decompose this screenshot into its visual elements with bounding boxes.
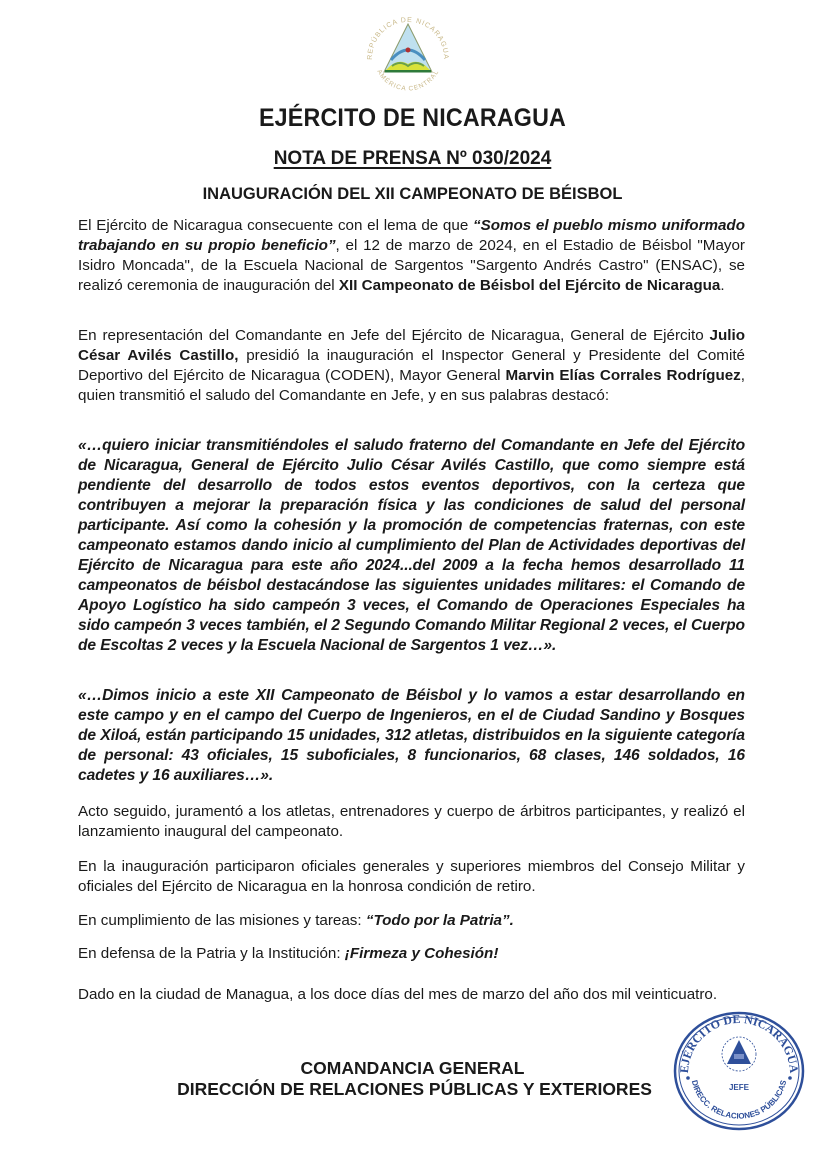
headline: INAUGURACIÓN DEL XII CAMPEONATO DE BÉISBOL (202, 185, 623, 203)
paragraph-representation (78, 326, 745, 406)
text: presidió la inauguración el Inspector General y Presidente del Comité Deportivo del Ejército de Nicaragua (CODEN), Mayor General (78, 347, 745, 384)
text: , el 12 de marzo de 2024, en el Estadio de Béisbol "Mayor Isidro Moncada", de la Escuela Nacional de Sargentos "Sargento Andrés Castro" (ENSAC), se realizó ceremonia de inauguración del (78, 237, 745, 294)
paragraph-intro (78, 216, 745, 296)
paragraph-date-text: Dado en la ciudad de Managua, a los doce días del mes de marzo del año dos mil veinticuatro. (78, 986, 718, 1003)
stamp-top-text: EJÉRCITO DE NICARAGUA (676, 1011, 802, 1074)
slogan-firmeza: ¡Firmeza y Cohesión! (344, 945, 499, 962)
coat-of-arms-emblem (358, 10, 458, 98)
slogan-patria: “Todo por la Patria”. (365, 912, 514, 929)
official-stamp (670, 1010, 808, 1132)
text: En representación del Comandante en Jefe del Ejército de Nicaragua, General de Ejército (78, 327, 710, 344)
text: El Ejército de Nicaragua consecuente con el lema de que (78, 217, 473, 234)
paragraph-participants (78, 857, 745, 897)
text: En cumplimiento de las misiones y tareas: (78, 912, 366, 929)
text: En defensa de la Patria y la Institución: (78, 945, 345, 962)
quote-second-text: «…Dimos inicio a este XII Campeonato de Béisbol y lo vamos a estar desarrollando en este campo y en el campo del Cuerpo de Ingenieros, en el de Ciudad Sandino y Bosques de Xiloá, están participando 15 unidades, 312 atletas, distribuidos en la siguiente categoría de personal: 43 oficiales, 15 suboficiales, 8 funcionarios, 68 clases, 146 soldados, 16 cadetes y 16 auxiliares…». (78, 687, 745, 784)
stamp-center-text: JEFE (728, 1083, 750, 1092)
paragraph-date (78, 985, 745, 1005)
press-note-number (0, 148, 825, 170)
championship-name: XII Campeonato de Béisbol del Ejército de Nicaragua (338, 277, 721, 294)
paragraph-mission (78, 911, 745, 931)
stamp-bottom-text: DIRECC. RELACIONES PÚBLICAS (689, 1079, 789, 1121)
commander-name: Julio César Avilés Castillo, (78, 327, 745, 364)
quote-second (78, 686, 745, 786)
paragraph-oath (78, 802, 745, 842)
emblem-bottom-text: AMÉRICA CENTRAL (375, 68, 441, 93)
text: . (720, 277, 725, 294)
paragraph-participants-text: En la inauguración participaron oficiales generales y superiores miembros del Consejo Militar y oficiales del Ejército de Nicaragua en la honrosa condición de retiro. (78, 858, 745, 895)
quote-first (78, 436, 745, 656)
motto: “Somos el pueblo mismo uniformado trabajando en su propio beneficio” (78, 217, 745, 254)
institution-title: EJÉRCITO DE NICARAGUA (258, 104, 567, 132)
inspector-name: Marvin Elías Corrales Rodríguez (505, 367, 741, 384)
footer-line-1: COMANDANCIA GENERAL (300, 1058, 525, 1078)
quote-first-text: «…quiero iniciar transmitiéndoles el saludo fraterno del Comandante en Jefe del Ejército de Nicaragua, General de Ejército Julio César Avilés Castillo, que como siempre está pendiente del desarrollo de todos estos eventos deportivos, con la certeza que contribuyen a mejorar la preparación física y las condiciones de salud del personal participante. Así como la cohesión y la promoción de competencias fraternas, con este campeonato estamos dando inicio al cumplimiento del Plan de Actividades deportivas del Ejército de Nicaragua para este año 2024...del 2009 a la fecha hemos desarrollado 11 campeonatos de béisbol destacándose las siguientes unidades militares: el Comando de Apoyo Logístico ha sido campeón 3 veces, el Comando de Operaciones Especiales ha sido campeón 3 veces también, el 2 Segundo Comando Militar Regional 2 veces, el Cuerpo de Escoltas 2 veces y la Escuela Nacional de Sargentos 1 vez…». (78, 437, 745, 654)
paragraph-defense (78, 944, 745, 964)
emblem-top-text: REPÚBLICA DE NICARAGUA (366, 16, 450, 60)
text: , quien transmitió el saludo del Comandante en Jefe, y en sus palabras destacó: (78, 367, 745, 404)
footer-line-2: DIRECCIÓN DE RELACIONES PÚBLICAS Y EXTERIORES (177, 1079, 652, 1099)
paragraph-oath-text: Acto seguido, juramentó a los atletas, entrenadores y cuerpo de árbitros participantes, y realizó el lanzamiento inaugural del campeonato. (78, 803, 745, 840)
press-note-number-text: NOTA DE PRENSA Nº 030/2024 (273, 148, 552, 169)
